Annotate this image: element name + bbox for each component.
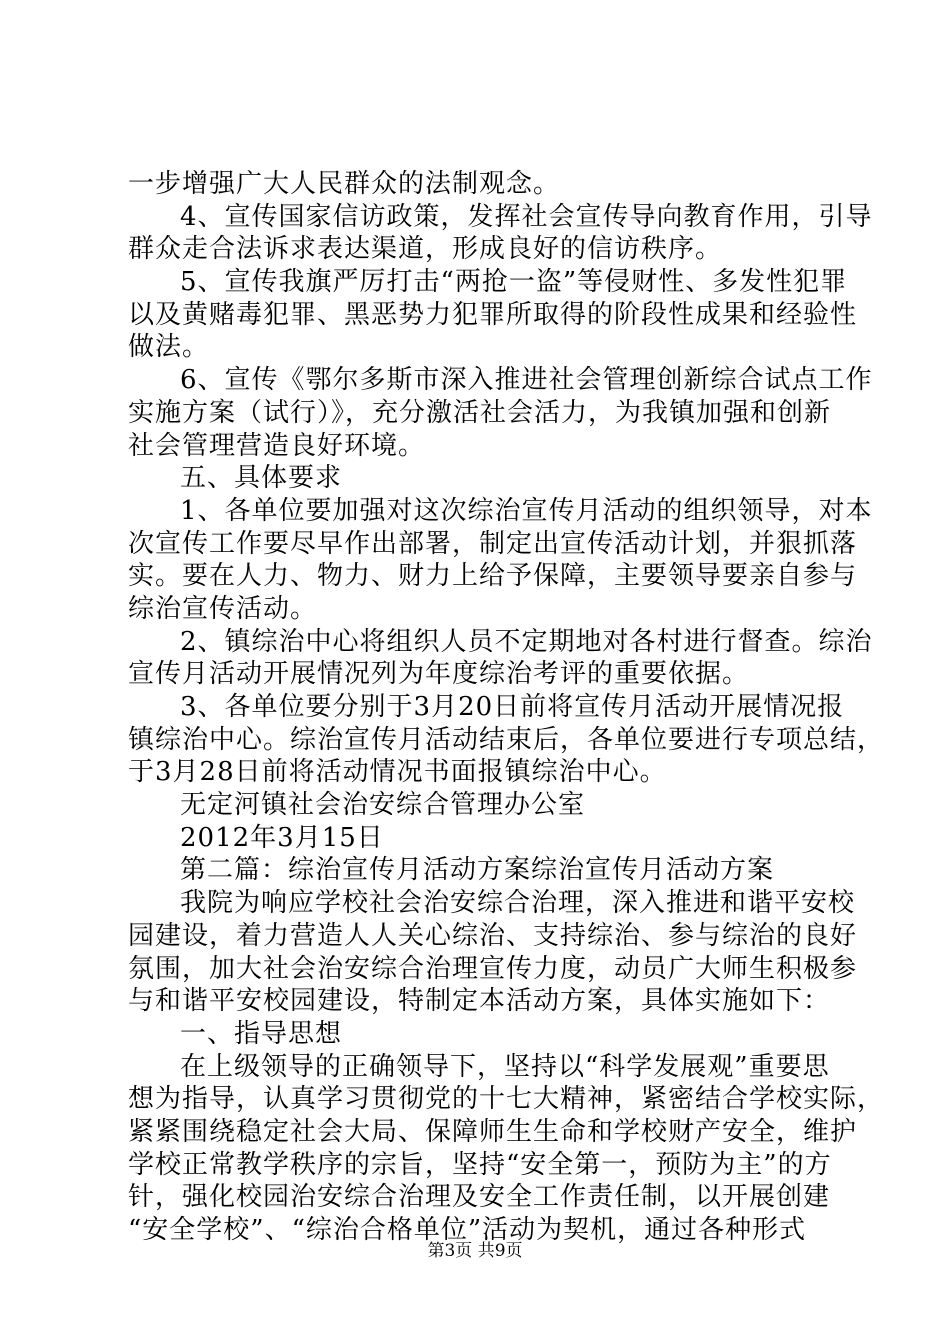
text-line: 于3月28日前将活动情况书面报镇综治中心。	[128, 757, 667, 788]
signature-date: 2012年3月15日	[180, 822, 384, 853]
text-line: 综治宣传活动。	[128, 593, 318, 624]
text-line: 4、宣传国家信访政策，发挥社会宣传导向教育作用，引导	[180, 201, 873, 232]
text-line: 做法。	[128, 332, 210, 363]
text-line: 镇综治中心。综治宣传月活动结束后，各单位要进行专项总结，	[128, 724, 885, 755]
text-line: 5、宣传我旗严厉打击“两抢一盗”等侵财性、多发性犯罪	[180, 267, 848, 298]
text-line: 想为指导，认真学习贯彻党的十七大精神，紧密结合学校实际，	[128, 1084, 885, 1115]
text-line: 紧紧围绕稳定社会大局、保障师生生命和学校财产安全，维护	[128, 1116, 858, 1147]
text-line: 1、各单位要加强对这次综治宣传月活动的组织领导，对本	[180, 495, 873, 526]
section-heading: 五、具体要求	[180, 463, 343, 494]
section-title: 第二篇：综治宣传月活动方案综治宣传月活动方案	[180, 855, 775, 886]
text-line: 2、镇综治中心将组织人员不定期地对各村进行督查。综治	[180, 626, 873, 657]
text-line: 氛围，加大社会治安综合治理宣传力度，动员广大师生积极参	[128, 953, 858, 984]
text-line: 一步增强广大人民群众的法制观念。	[128, 169, 561, 199]
document-body	[128, 168, 885, 1247]
text-line: 实。要在人力、物力、财力上给予保障，主要领导要亲自参与	[128, 561, 858, 592]
text-line: 我院为响应学校社会治安综合治理，深入推进和谐平安校	[180, 888, 856, 919]
text-line: 在上级领导的正确领导下，坚持以“科学发展观”重要思	[180, 1051, 830, 1082]
text-line: 学校正常教学秩序的宗旨，坚持“安全第一，预防为主”的方	[128, 1149, 832, 1180]
text-line: “安全学校”、“综治合格单位”活动为契机，通过各种形式	[128, 1215, 807, 1245]
text-line: 园建设，着力营造人人关心综治、支持综治、参与综治的良好	[128, 920, 858, 951]
signature-org: 无定河镇社会治安综合管理办公室	[180, 790, 586, 821]
text-line: 群众走合法诉求表达渠道，形成良好的信访秩序。	[128, 234, 723, 265]
text-line: 次宣传工作要尽早作出部署，制定出宣传活动计划，并狠抓落	[128, 528, 858, 559]
text-line: 宣传月活动开展情况列为年度综治考评的重要依据。	[128, 659, 750, 690]
page-footer: 第3页 共9页	[427, 1241, 523, 1261]
text-line: 6、宣传《鄂尔多斯市深入推进社会管理创新综合试点工作	[180, 365, 873, 396]
text-line: 与和谐平安校园建设，特制定本活动方案，具体实施如下：	[128, 986, 831, 1017]
section-heading: 一、指导思想	[180, 1018, 343, 1049]
text-line: 以及黄赌毒犯罪、黑恶势力犯罪所取得的阶段性成果和经验性	[128, 299, 858, 330]
text-line: 社会管理营造良好环境。	[128, 430, 426, 461]
text-line: 实施方案（试行）》，充分激活社会活力，为我镇加强和创新	[128, 397, 832, 428]
text-line: 3、各单位要分别于3月20日前将宣传月活动开展情况报	[180, 692, 845, 722]
text-line: 针，强化校园治安综合治理及安全工作责任制，以开展创建	[128, 1182, 831, 1213]
